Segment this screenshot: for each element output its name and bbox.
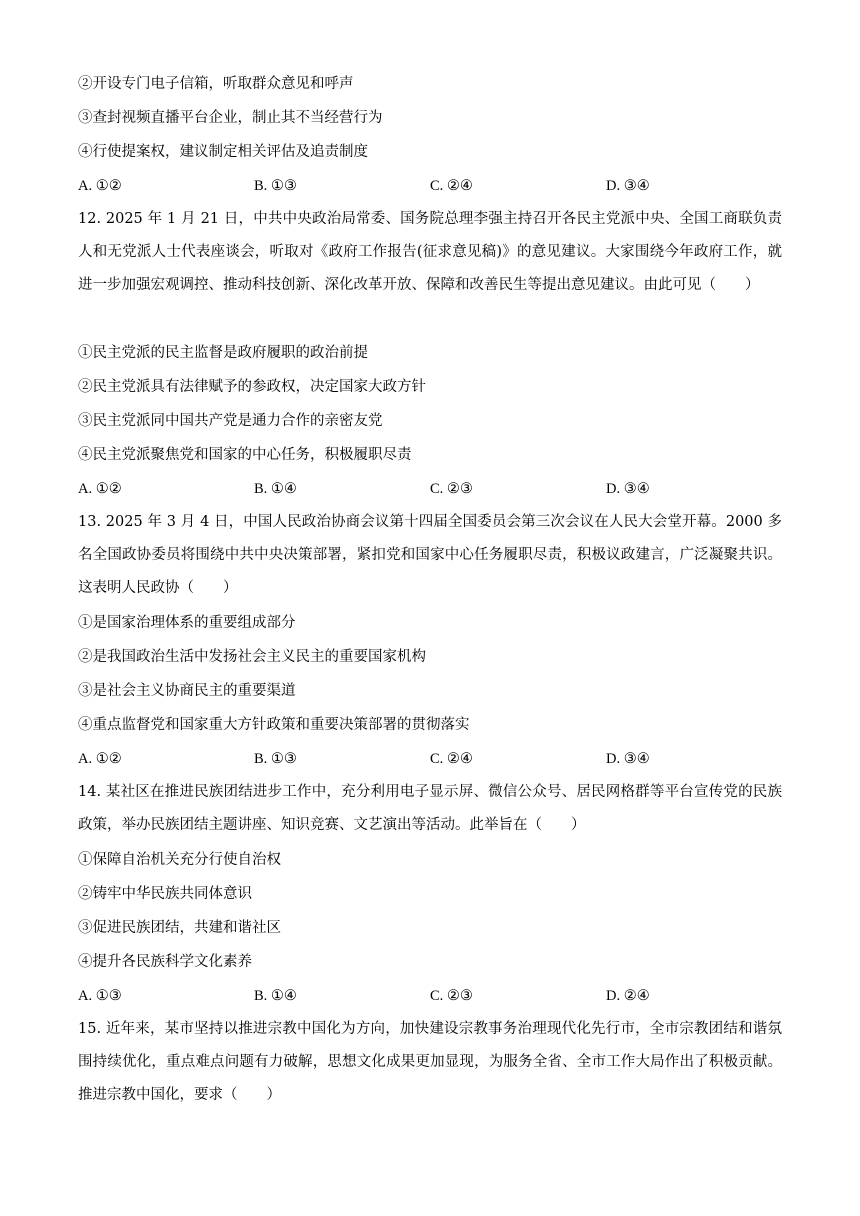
q13-option-a[interactable]: A. ①② [78,751,122,767]
q12-stem: 12. 2025 年 1 月 21 日，中共中央政治局常委、国务院总理李强主持召开各民主党派中央、全国工商联负责人和无党派人士代表座谈会，听取对《政府工作报告(征求意见稿)》的意见建议。大家围绕今年政府工作，就进一步加强宏观调控、推动科技创新、深化改革开放、保障和改善民生等提出意见建议。由此可见（ ） [78,211,782,293]
q11-option-a[interactable]: A. ①② [78,178,122,194]
q14-option-c[interactable]: C. ②③ [430,988,473,1004]
q11-option-c[interactable]: C. ②④ [430,178,473,194]
q13-option-c[interactable]: C. ②④ [430,751,473,767]
q12-option-a[interactable]: A. ①② [78,481,122,497]
q12-option-b[interactable]: B. ①④ [254,481,297,497]
q11-item-2: ②开设专门电子信箱，听取群众意见和呼声 [78,76,354,92]
q11-item-4: ④行使提案权，建议制定相关评估及追责制度 [78,144,368,160]
q11-item-3: ③查封视频直播平台企业，制止其不当经营行为 [78,110,383,126]
q13-item-1: ①是国家治理体系的重要组成部分 [78,615,296,631]
q15-stem: 15. 近年来，某市坚持以推进宗教中国化为方向，加快建设宗教事务治理现代化先行市，全市宗教团结和谐氛围持续优化，重点难点问题有力破解，思想文化成果更加显现，为服务全省、全市工作大局作出了积极贡献。推进宗教中国化，要求（ ） [78,1021,782,1103]
q14-item-2: ②铸牢中华民族共同体意识 [78,886,252,902]
q14-options [78,986,782,1006]
q12-option-c[interactable]: C. ②③ [430,481,473,497]
q14-option-d[interactable]: D. ②④ [606,988,650,1004]
q13-item-2: ②是我国政治生活中发扬社会主义民主的重要国家机构 [78,649,426,665]
q11-option-b[interactable]: B. ①③ [254,178,297,194]
q13-option-b[interactable]: B. ①③ [254,751,297,767]
q13-options [78,749,782,769]
q12-option-d[interactable]: D. ③④ [606,481,650,497]
q12-options [78,479,782,499]
q14-stem: 14. 某社区在推进民族团结进步工作中，充分利用电子显示屏、微信公众号、居民网格群等平台宣传党的民族政策，举办民族团结主题讲座、知识竞赛、文艺演出等活动。此举旨在（ ） [78,784,782,833]
q14-item-4: ④提升各民族科学文化素养 [78,954,252,970]
q14-option-a[interactable]: A. ①③ [78,988,122,1004]
q13-option-d[interactable]: D. ③④ [606,751,650,767]
q14-item-3: ③促进民族团结，共建和谐社区 [78,920,281,936]
q13-stem: 13. 2025 年 3 月 4 日，中国人民政治协商会议第十四届全国委员会第三次会议在人民大会堂开幕。2000 多名全国政协委员将围绕中共中央决策部署，紧扣党和国家中心任务履职尽责，积极议政建言，广泛凝聚共识。这表明人民政协（ ） [78,514,782,596]
q12-item-1: ①民主党派的民主监督是政府履职的政治前提 [78,345,368,361]
q12-item-3: ③民主党派同中国共产党是通力合作的亲密友党 [78,413,383,429]
q14-item-1: ①保障自治机关充分行使自治权 [78,852,281,868]
q14-option-b[interactable]: B. ①④ [254,988,297,1004]
q13-item-3: ③是社会主义协商民主的重要渠道 [78,683,296,699]
q11-option-d[interactable]: D. ③④ [606,178,650,194]
q13-item-4: ④重点监督党和国家重大方针政策和重要决策部署的贯彻落实 [78,717,470,733]
q12-item-2: ②民主党派具有法律赋予的参政权，决定国家大政方针 [78,379,426,395]
q11-options [78,176,782,196]
q12-item-4: ④民主党派聚焦党和国家的中心任务，积极履职尽责 [78,447,412,463]
